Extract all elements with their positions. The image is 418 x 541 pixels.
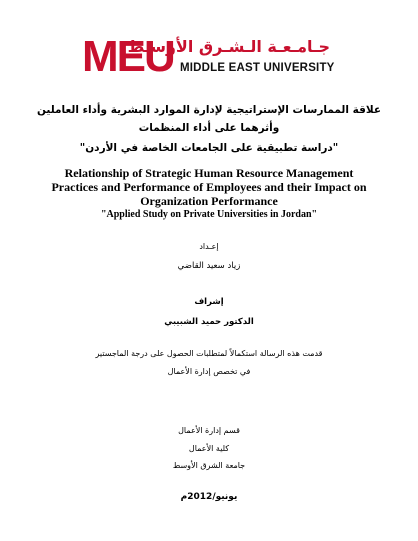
logo-arabic-name: جـامـعـة الـشـرق الأوسـط [127, 37, 330, 56]
university-logo [82, 32, 335, 81]
university-name: جامعة الشرق الأوسط [172, 461, 246, 470]
logo-mark: MEU [82, 32, 174, 81]
arabic-title-line-1: علاقة الممارسات الإستراتيجية لإدارة الموارد البشرية وأداء العاملين [36, 104, 382, 116]
submission-date: يونيو/2012م [180, 492, 238, 502]
requirement-line-2: في تخصص إدارة الأعمال [167, 367, 251, 376]
english-title-line-2: Practices and Performance of Employees and their Impact on [51, 180, 367, 194]
arabic-title-line-2: وأثرهما على أداء المنظمات [138, 122, 280, 134]
faculty-name: كلية الأعمال [188, 444, 230, 453]
logo-english-name: MIDDLE EAST UNIVERSITY [180, 62, 335, 74]
author-name: زياد سعيد القاضي [177, 261, 241, 271]
prepared-by-label: إعـداد [199, 242, 219, 251]
arabic-title-line-3: "دراسة تطبيقية على الجامعات الخاصة في الأردن" [79, 142, 339, 154]
department-name: قسم إدارة الأعمال [178, 426, 240, 435]
english-subtitle: "Applied Study on Private Universities in Jordan" [100, 209, 318, 220]
english-title-line-1: Relationship of Strategic Human Resource Management [64, 166, 354, 180]
supervision-label: إشراف [194, 297, 224, 307]
supervisor-name: الدكتور حميد الشبيبي [164, 317, 254, 327]
english-title-line-3: Organization Performance [140, 194, 278, 208]
requirement-line-1: قدمت هذه الرسالة استكمالاً لمتطلبات الحصول على درجة الماجستير [95, 349, 323, 358]
